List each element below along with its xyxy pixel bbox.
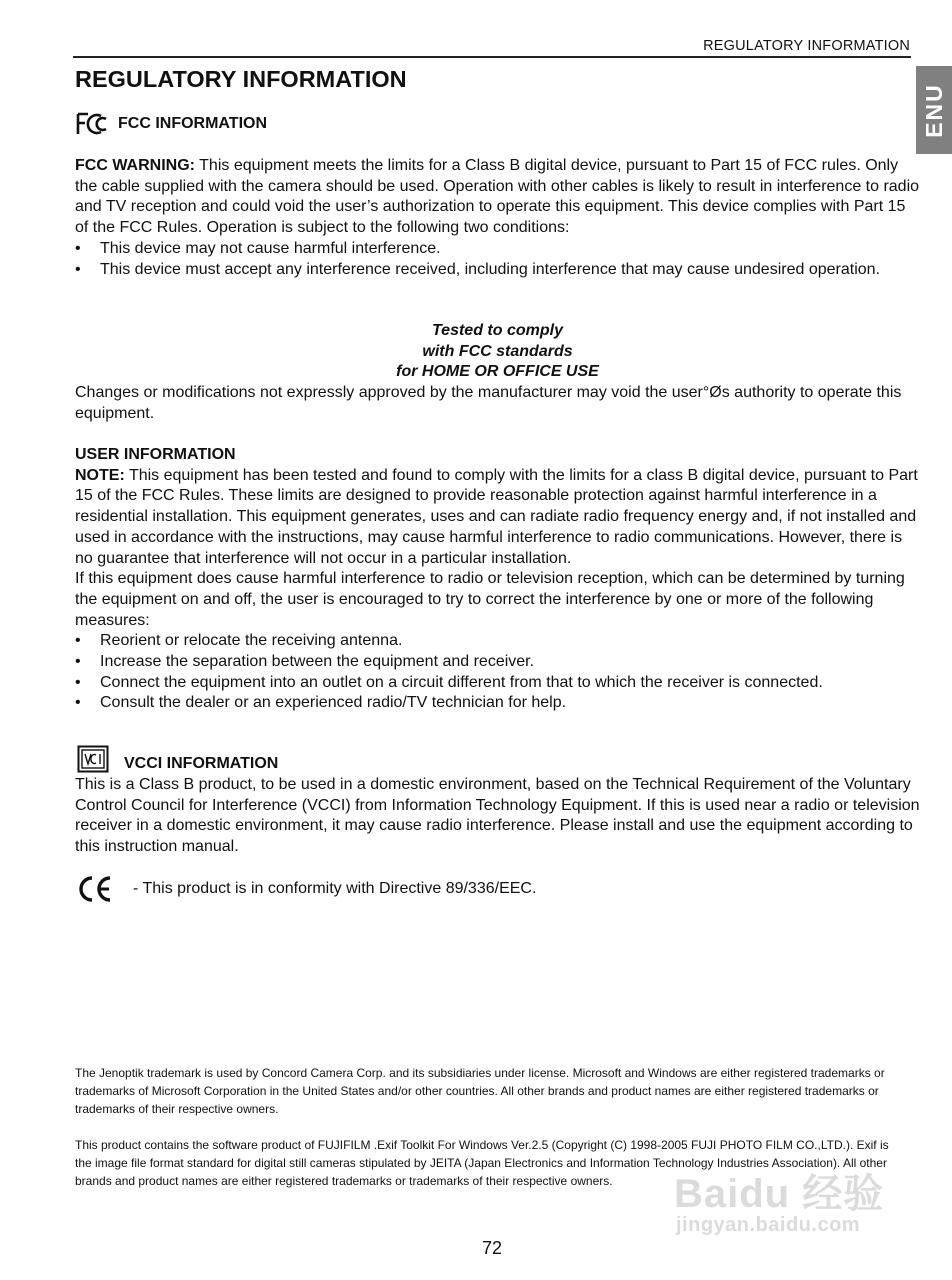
vcci-text: This is a Class B product, to be used in a domestic environment, based on the Technical Requirement of the Voluntary Control Council for Interference (VCCI) from Information Technology Equipment. If this is used near a radio or television receiver in a domestic environment, it may cause radio interference. Please install and use the equipment according to this instruction manual. [75,776,920,856]
tested-line: with FCC standards [422,342,573,360]
ce-row [77,874,536,904]
page-number: 72 [481,1238,503,1258]
header-rule [73,56,911,58]
vcci-heading: VCCI INFORMATION [124,755,279,772]
user-information-block [75,445,920,714]
user-note-label: NOTE: [75,466,125,484]
user-information-heading: USER INFORMATION [75,446,236,463]
fcc-tested-statement [75,321,920,383]
user-note-text: This equipment has been tested and found to comply with the limits for a class B digital device, pursuant to Part 15 of the FCC Rules. These limits are designed to provide reasonable protection against harmful interference in a residential installation. This equipment generates, uses and can radiate radio frequency energy and, if not installed and used in accordance with the instructions, may cause harmful interference to radio communications. However, there is no guarantee that interference will not occur in a particular installation. [75,466,918,567]
vcci-logo-icon [77,745,109,773]
watermark-url: jingyan.baidu.com [676,1214,861,1236]
running-header: REGULATORY INFORMATION [703,38,910,54]
ce-mark-icon [77,874,113,904]
ce-text: - This product is in conformity with Directive 89/336/EEC. [133,880,537,897]
fcc-logo-icon [75,111,111,137]
list-item: • Reorient or relocate the receiving antenna. [75,631,920,652]
user-measures-intro: If this equipment does cause harmful interference to radio or television reception, which can be determined by turning the equipment on and off, the user is encouraged to try to correct the interference by one or more of the following measures: [75,570,905,629]
list-item: • Consult the dealer or an experienced radio/TV technician for help. [75,693,920,714]
fcc-warning-paragraph [75,156,920,239]
tested-line: for HOME OR OFFICE USE [396,363,599,381]
fcc-conditions-list [75,239,920,280]
vcci-heading-row [77,745,278,773]
language-tab-label: ENU [920,82,947,138]
list-item: • This device must accept any interference received, including interference that may cause undesired operation. [75,260,920,281]
fcc-changes-text: Changes or modifications not expressly approved by the manufacturer may void the user°Øs authority to operate this equipment. [75,384,902,422]
vcci-paragraph [75,775,920,858]
user-note-paragraph [75,466,920,570]
software-note: This product contains the software product of FUJIFILM .Exif Toolkit For Windows Ver.2.5 (Copyright (C) 1998-2005 FUJI PHOTO FILM CO.,LTD.). Exif is the image file format standard for digital still cameras stipulated by JEITA (Japan Electronics and Information Technology Industries Association). All other brands and product names are either registered trademarks or trademarks of their respective owners. [75,1138,889,1188]
trademark-note: The Jenoptik trademark is used by Concord Camera Corp. and its subsidiaries under license. Microsoft and Windows are either registered trademarks or trademarks of Microsoft Corporation in the United States and/or other countries. All other brands and product names are either registered trademarks or trademarks of their respective owners. [75,1066,885,1116]
list-item: • This device may not cause harmful interference. [75,239,920,260]
fcc-warning-label: FCC WARNING: [75,157,195,174]
fcc-warning-block [75,156,920,280]
watermark-brand: Baidu 经验 [674,1172,885,1216]
fcc-warning-text: This equipment meets the limits for a Class B digital device, pursuant to Part 15 of FCC rules. Only the cable supplied with the camera should be used. Operation with other cables is likely to result in interference to radio and TV reception and could void the user’s authorization to operate this equipment. This device complies with Part 15 of the FCC Rules. Operation is subject to the following two conditions: [75,157,920,237]
fcc-heading-row [75,111,267,137]
tested-line: Tested to comply [432,322,563,339]
fcc-changes-paragraph [75,383,920,424]
list-item: • Connect the equipment into an outlet on a circuit different from that to which the receiver is connected. [75,673,920,694]
list-item: • Increase the separation between the equipment and receiver. [75,652,920,673]
page-title: REGULATORY INFORMATION [75,66,407,92]
language-tab [916,66,952,154]
user-measures-list [75,631,920,714]
fcc-heading: FCC INFORMATION [118,115,268,132]
